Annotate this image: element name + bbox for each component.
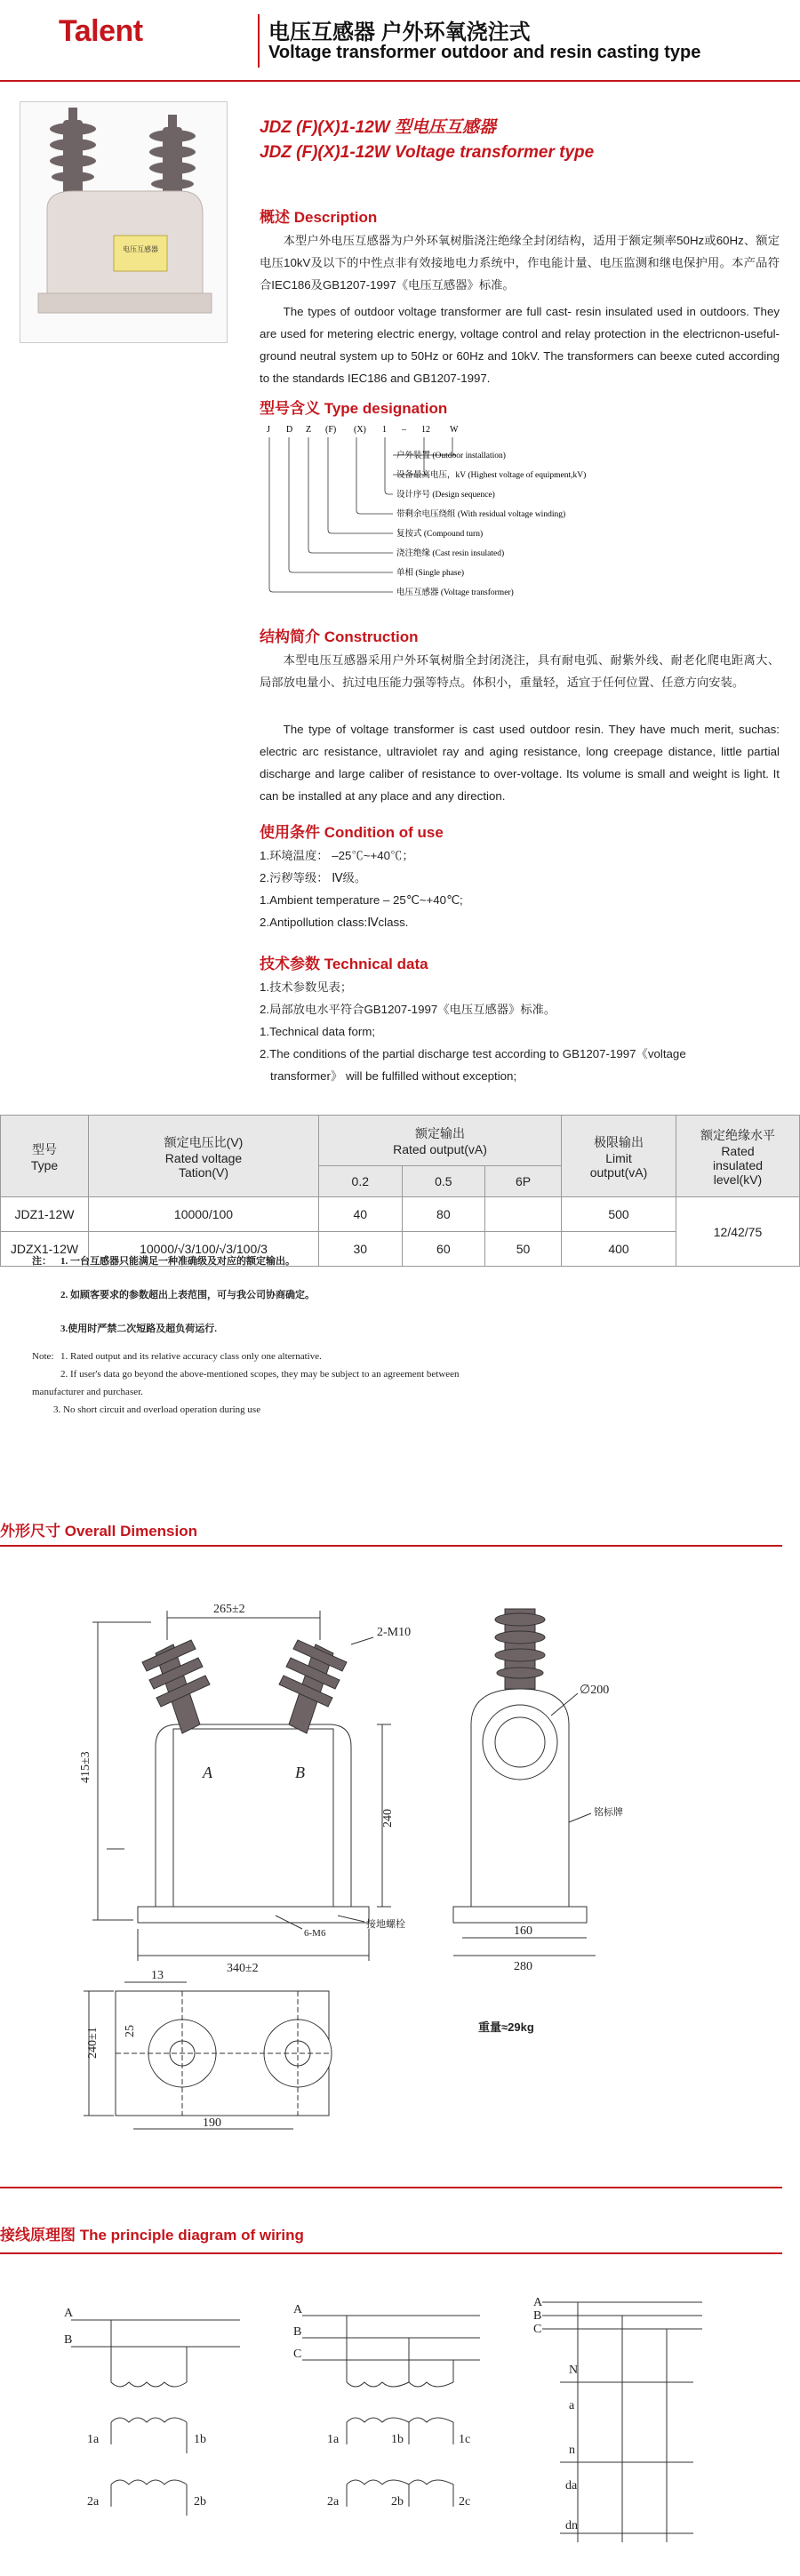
dim-h415: 415±3 bbox=[79, 1751, 92, 1783]
col-type: 型号 Type bbox=[1, 1116, 89, 1197]
table-header-row bbox=[1, 1116, 800, 1166]
wire3-c: C bbox=[533, 2323, 542, 2336]
designation-code-char: D bbox=[286, 425, 293, 435]
cell-ratio: 10000/100 bbox=[89, 1197, 319, 1232]
dim-h240b: 240±1 bbox=[86, 2027, 100, 2059]
designation-title: 型号含义 Type designation bbox=[260, 400, 448, 417]
designation-leader-line bbox=[308, 437, 393, 553]
description-cn: 本型户外电压互感器为户外环氧树脂浇注绝缘全封闭结构，适用于额定频率50Hz或60Hz、额定电压10kV及以下的中性点非有效接地电力系统中，作电能计量、电压监测和继电保护用。本产品符合IEC186及GB1207-1997《电压互感器》标准。 bbox=[260, 234, 780, 292]
cell-ratio: 10000/√3/100/√3/100/3 bbox=[89, 1232, 319, 1267]
designation-item: 设计序号 (Design sequence) bbox=[396, 491, 495, 500]
wire3-n: N bbox=[569, 2364, 579, 2377]
model-title bbox=[260, 116, 594, 165]
dimension-title: 外形尺寸 Overall Dimension bbox=[0, 1523, 197, 1540]
dim-plate: 铭标牌 bbox=[594, 1807, 623, 1818]
wiring-rule bbox=[0, 2252, 782, 2254]
cell-o6p: 50 bbox=[485, 1232, 562, 1267]
condition-line: 1.Ambient temperature – 25℃~+40℃; bbox=[260, 893, 463, 907]
dim-label-a: A bbox=[203, 1764, 212, 1781]
brand-logo: Talent bbox=[59, 14, 143, 48]
wire3-a: A bbox=[533, 2296, 543, 2309]
condition-line: 2.污秽等级： Ⅳ级。 bbox=[260, 871, 367, 884]
dim-d25: 25 bbox=[124, 2025, 137, 2037]
cell-level: 12/42/75 bbox=[676, 1197, 800, 1267]
wiring-diagrams bbox=[0, 2276, 800, 2560]
condition-title: 使用条件 Condition of use bbox=[260, 824, 444, 841]
designation-leader-line bbox=[356, 437, 393, 514]
wire3-da: da bbox=[565, 2479, 578, 2492]
wire2-2a: 2a bbox=[327, 2495, 340, 2508]
construction-title: 结构简介 Construction bbox=[260, 628, 419, 645]
nameplate-text: 电压互感器 bbox=[123, 245, 158, 253]
wire3-n-low: n bbox=[569, 2444, 575, 2457]
product-photo bbox=[20, 101, 228, 343]
cell-type: JDZ1-12W bbox=[1, 1197, 89, 1232]
wire3-dn: dn bbox=[565, 2519, 578, 2532]
wire2-c: C bbox=[293, 2348, 302, 2361]
wire1-2b: 2b bbox=[194, 2495, 206, 2508]
wire2-2c: 2c bbox=[459, 2495, 471, 2508]
sub-6p: 6P bbox=[485, 1166, 562, 1197]
construction-cn: 本型电压互感器采用户外环氧树脂全封闭浇注，具有耐电弧、耐紫外线、耐老化爬电距离大、局部放电量小、抗过电压能力强等特点。体积小，重量轻，适宜于任何位置、任意方向安装。 bbox=[260, 653, 780, 689]
dim-w340: 340±2 bbox=[227, 1962, 259, 1975]
model-title-cn: JDZ (F)(X)1-12W 型电压互感器 bbox=[260, 118, 497, 137]
designation-diagram bbox=[263, 420, 779, 615]
designation-code-char: 12 bbox=[421, 425, 430, 435]
technical-line: transformer》 will be fulfilled without exception; bbox=[270, 1069, 517, 1083]
wire3-a-low: a bbox=[569, 2399, 575, 2412]
spec-table bbox=[0, 1115, 800, 1267]
note-cn: 3.使用时严禁二次短路及超负荷运行. bbox=[60, 1324, 217, 1334]
description-title: 概述 Description bbox=[260, 209, 378, 226]
designation-item: 单相 (Single phase) bbox=[396, 569, 464, 578]
technical-lines bbox=[260, 976, 780, 1087]
condition-line: 1.环境温度： –25℃~+40℃； bbox=[260, 849, 414, 862]
note-en: manufacturer and purchaser. bbox=[32, 1387, 143, 1397]
header-title-en: Voltage transformer outdoor and resin casting type bbox=[268, 43, 701, 62]
designation-leader-line bbox=[269, 437, 393, 592]
col-ratio: 额定电压比(V) Rated voltage Tation(V) bbox=[89, 1116, 319, 1197]
dim-label-b: B bbox=[295, 1764, 305, 1781]
note-en: 1. Rated output and its relative accuracy class only one alternative. bbox=[60, 1351, 322, 1362]
sub-02: 0.2 bbox=[319, 1166, 403, 1197]
cell-o05: 60 bbox=[402, 1232, 485, 1267]
dim-m6: 6-M6 bbox=[304, 1928, 326, 1939]
technical-line: 1.技术参数见表； bbox=[260, 980, 353, 994]
cell-o02: 40 bbox=[319, 1197, 403, 1232]
designation-item: 复按式 (Compound turn) bbox=[396, 530, 484, 539]
notes-label-cn: 注： bbox=[32, 1256, 52, 1267]
designation-leader-line bbox=[385, 437, 393, 494]
cell-limit: 400 bbox=[562, 1232, 676, 1267]
designation-item: 电压互感器 (Voltage transformer) bbox=[396, 588, 514, 597]
notes-label-en: Note: bbox=[32, 1351, 54, 1362]
col-limit: 极限输出 Limit output(vA) bbox=[562, 1116, 676, 1197]
wire2-a: A bbox=[293, 2303, 303, 2316]
dim-w280: 280 bbox=[514, 1960, 532, 1973]
cell-type: JDZX1-12W bbox=[1, 1232, 89, 1267]
note-en: 3. No short circuit and overload operation during use bbox=[53, 1404, 261, 1415]
dim-w265: 265±2 bbox=[213, 1603, 245, 1616]
designation-item: 设备最高电压，kV (Highest voltage of equipment,kV) bbox=[396, 471, 587, 480]
designation-code-char: 1 bbox=[382, 425, 387, 435]
cell-o6p bbox=[485, 1197, 562, 1232]
table-row bbox=[1, 1197, 800, 1232]
wire1-2a: 2a bbox=[87, 2495, 100, 2508]
designation-code-char: J bbox=[267, 425, 270, 435]
header-rule bbox=[0, 80, 800, 82]
wire1-1b: 1b bbox=[194, 2433, 206, 2446]
wire1-b: B bbox=[64, 2333, 73, 2347]
condition-lines bbox=[260, 844, 463, 933]
designation-leader-line bbox=[328, 437, 393, 533]
designation-code-char: (X) bbox=[354, 425, 366, 435]
wire2-1a: 1a bbox=[327, 2433, 340, 2446]
wire3-b: B bbox=[533, 2309, 542, 2323]
designation-item: 户外装置 (Outdoor installation) bbox=[396, 452, 506, 460]
dim-ground: 接地螺栓 bbox=[366, 1919, 405, 1930]
designation-code-char: (F) bbox=[325, 425, 337, 435]
designation-item: 带剩余电压绕组 (With residual voltage winding) bbox=[396, 510, 566, 519]
wire2-1b: 1b bbox=[391, 2433, 404, 2446]
dim-phi200: ∅200 bbox=[580, 1684, 610, 1697]
technical-line: 1.Technical data form; bbox=[260, 1025, 376, 1038]
dim-h240: 240 bbox=[381, 1809, 395, 1828]
note-cn: 1. 一台互感器只能满足一种准确级及对应的额定输出。 bbox=[60, 1256, 295, 1267]
dimension-rule bbox=[0, 1545, 782, 1547]
designation-item: 浇注绝缘 (Cast resin insulated) bbox=[396, 549, 505, 558]
dim-w190: 190 bbox=[203, 2116, 221, 2130]
weight-label: 重量≈29kg bbox=[478, 2020, 534, 2034]
technical-line: 2.局部放电水平符合GB1207-1997《电压互感器》标准。 bbox=[260, 1003, 556, 1016]
cell-o05: 80 bbox=[402, 1197, 485, 1232]
note-cn: 2. 如顾客要求的参数超出上表范围，可与我公司协商确定。 bbox=[60, 1290, 315, 1300]
note-en: 2. If user's data go beyond the above-mentioned scopes, they may be subject to an agreement between bbox=[60, 1369, 460, 1380]
description-en: The types of outdoor voltage transformer are full cast- resin insulated used in outdoors. They are used for metering electric energy, voltage control and relay protection in the electricnon-useful-ground neutral system up to 50Hz or 60Hz and 10kV. The transformers can beexe cuted according to the standards IEC186 and GB1207-1997. bbox=[260, 305, 780, 385]
designation-code-char: Z bbox=[306, 425, 312, 435]
technical-title: 技术参数 Technical data bbox=[260, 956, 428, 972]
dimension-drawing bbox=[0, 1556, 800, 2142]
col-output: 额定输出 Rated output(vA) bbox=[319, 1116, 562, 1166]
sub-05: 0.5 bbox=[402, 1166, 485, 1197]
model-title-en: JDZ (F)(X)1-12W Voltage transformer type bbox=[260, 143, 595, 162]
dim-bolt: 2-M10 bbox=[377, 1626, 412, 1639]
header-title-cn: 电压互感器 户外环氧浇注式 bbox=[268, 20, 531, 44]
cell-o02: 30 bbox=[319, 1232, 403, 1267]
wiring-rule-top bbox=[0, 2187, 782, 2188]
dim-w160: 160 bbox=[514, 1924, 532, 1938]
header-divider bbox=[258, 14, 260, 68]
wiring-title: 接线原理图 The principle diagram of wiring bbox=[0, 2227, 304, 2244]
designation-code-char: – bbox=[402, 425, 406, 435]
condition-line: 2.Antipollution class:Ⅳclass. bbox=[260, 916, 409, 929]
wire1-a: A bbox=[64, 2307, 74, 2320]
wire2-b: B bbox=[293, 2325, 302, 2339]
dim-w13: 13 bbox=[151, 1969, 164, 1982]
wire2-2b: 2b bbox=[391, 2495, 404, 2508]
col-level: 额定绝缘水平 Rated insulated level(kV) bbox=[676, 1116, 800, 1197]
designation-leader-line bbox=[289, 437, 393, 572]
wire2-1c: 1c bbox=[459, 2433, 471, 2446]
cell-limit: 500 bbox=[562, 1197, 676, 1232]
wire1-1a: 1a bbox=[87, 2433, 100, 2446]
designation-code-char: W bbox=[450, 425, 459, 435]
technical-line: 2.The conditions of the partial discharge test according to GB1207-1997《voltage bbox=[260, 1047, 686, 1060]
construction-en: The type of voltage transformer is cast used outdoor resin. They have much merit, suchas: electric arc resistance, ultraviolet ray and aging resistance, long creepage distance, little partial discharge and large caliber of resistance to over-voltage. Its volume is small and weight is light. It can be installed at any place and any direction. bbox=[260, 723, 780, 803]
